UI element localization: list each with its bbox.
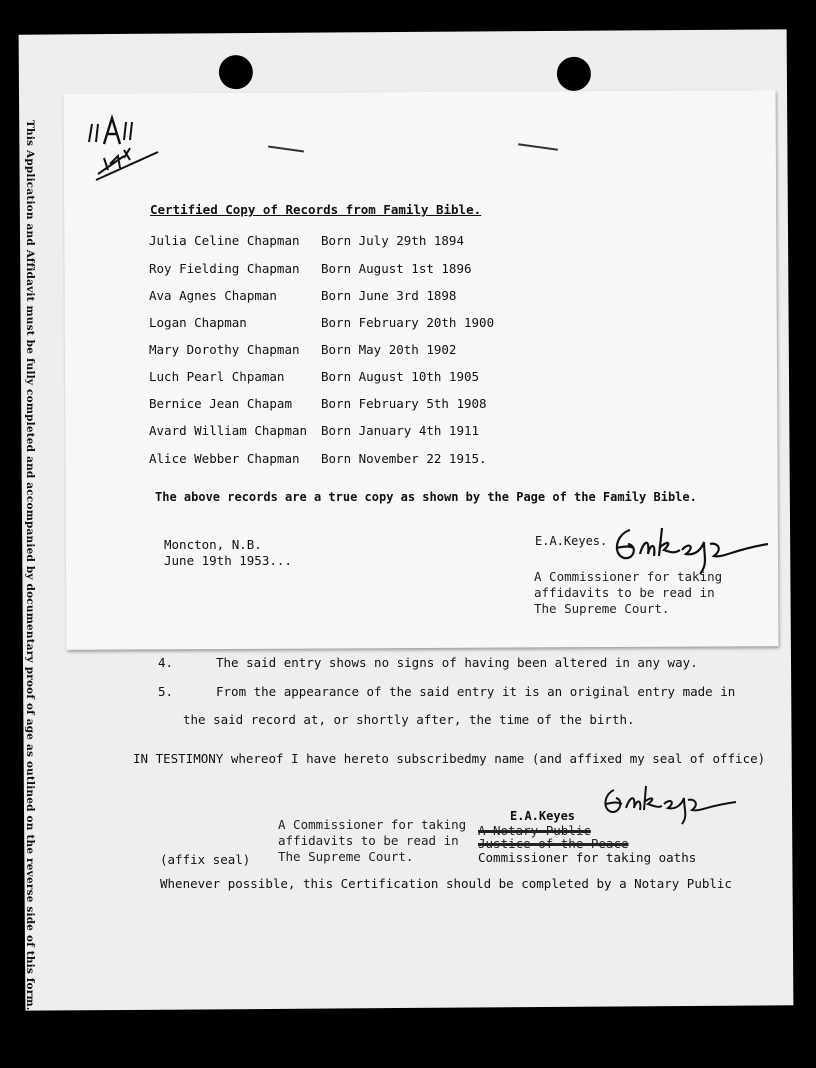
commissioner-stamp-upper: A Commissioner for taking affidavits to be read in The Supreme Court. (534, 569, 723, 616)
item-5-continuation: the said record at, or shortly after, the time of the birth. (183, 712, 635, 727)
record-birth: Born June 3rd 1898 (321, 288, 457, 303)
record-row (149, 342, 456, 357)
notary-footer-note: Whenever possible, this Certification should be completed by a Notary Public (160, 876, 732, 891)
record-birth: Born May 20th 1902 (321, 342, 457, 357)
record-row (149, 369, 479, 384)
place: Moncton, N.B. (164, 537, 262, 552)
record-row (149, 261, 472, 276)
date: June 19th 1953... (164, 553, 292, 568)
punch-hole-left (219, 55, 253, 89)
commissioner-stamp-lower: A Commissioner for taking affidavits to be read in The Supreme Court. (278, 817, 467, 864)
struck-notary-line: A Notary Public (478, 823, 591, 838)
record-name: Bernice Jean Chapam (149, 396, 292, 411)
record-name: Ava Agnes Chapman (149, 288, 277, 303)
record-birth: Born July 29th 1894 (321, 233, 464, 248)
item-4-text: The said entry shows no signs of having been altered in any way. (216, 655, 698, 670)
record-row (149, 315, 494, 330)
item-5-text: From the appearance of the said entry it is an original entry made in (216, 684, 736, 699)
record-name: Alice Webber Chapman (149, 451, 300, 466)
handwritten-a-mark (84, 112, 164, 192)
place-and-date (164, 537, 292, 569)
record-birth: Born August 1st 1896 (321, 261, 472, 276)
commissioner-oaths-label: Commissioner for taking oaths (478, 850, 697, 865)
record-name: Roy Fielding Chapman (149, 261, 300, 276)
record-row (149, 423, 479, 438)
record-row (149, 451, 487, 466)
item-4-number: 4. (158, 655, 174, 670)
lower-signature (596, 780, 746, 830)
certification-statement: The above records are a true copy as shown by the Page of the Family Bible. (155, 490, 697, 504)
signer-name: E.A.Keyes. (535, 534, 608, 548)
record-birth: Born November 22 1915. (321, 451, 487, 466)
affix-seal-label: (affix seal) (160, 852, 251, 867)
side-margin-instruction: This Application and Affidavit must be fully completed and accompanied by documentary proof of age as outlined on the reverse side of this form. (24, 120, 36, 1011)
record-birth: Born January 4th 1911 (321, 423, 480, 438)
record-row (149, 288, 456, 303)
record-name: Avard William Chapman (149, 423, 308, 438)
item-5-number: 5. (158, 684, 174, 699)
testimony-clause: IN TESTIMONY whereof I have hereto subscribedmy name (and affixed my seal of office) (133, 751, 766, 766)
record-birth: Born February 20th 1900 (321, 315, 495, 330)
record-row (149, 233, 464, 248)
punch-hole-right (557, 57, 591, 91)
lower-signer-name: E.A.Keyes (510, 809, 576, 823)
record-birth: Born February 5th 1908 (321, 396, 487, 411)
record-name: Logan Chapman (149, 315, 247, 330)
struck-justice-line: Justice of the Peace (478, 836, 629, 851)
record-row (149, 396, 487, 411)
record-name: Luch Pearl Chpaman (149, 369, 285, 384)
certificate-title: Certified Copy of Records from Family Bible. (150, 202, 482, 217)
record-name: Julia Celine Chapman (149, 233, 300, 248)
record-birth: Born August 10th 1905 (321, 369, 480, 384)
record-name: Mary Dorothy Chapman (149, 342, 300, 357)
